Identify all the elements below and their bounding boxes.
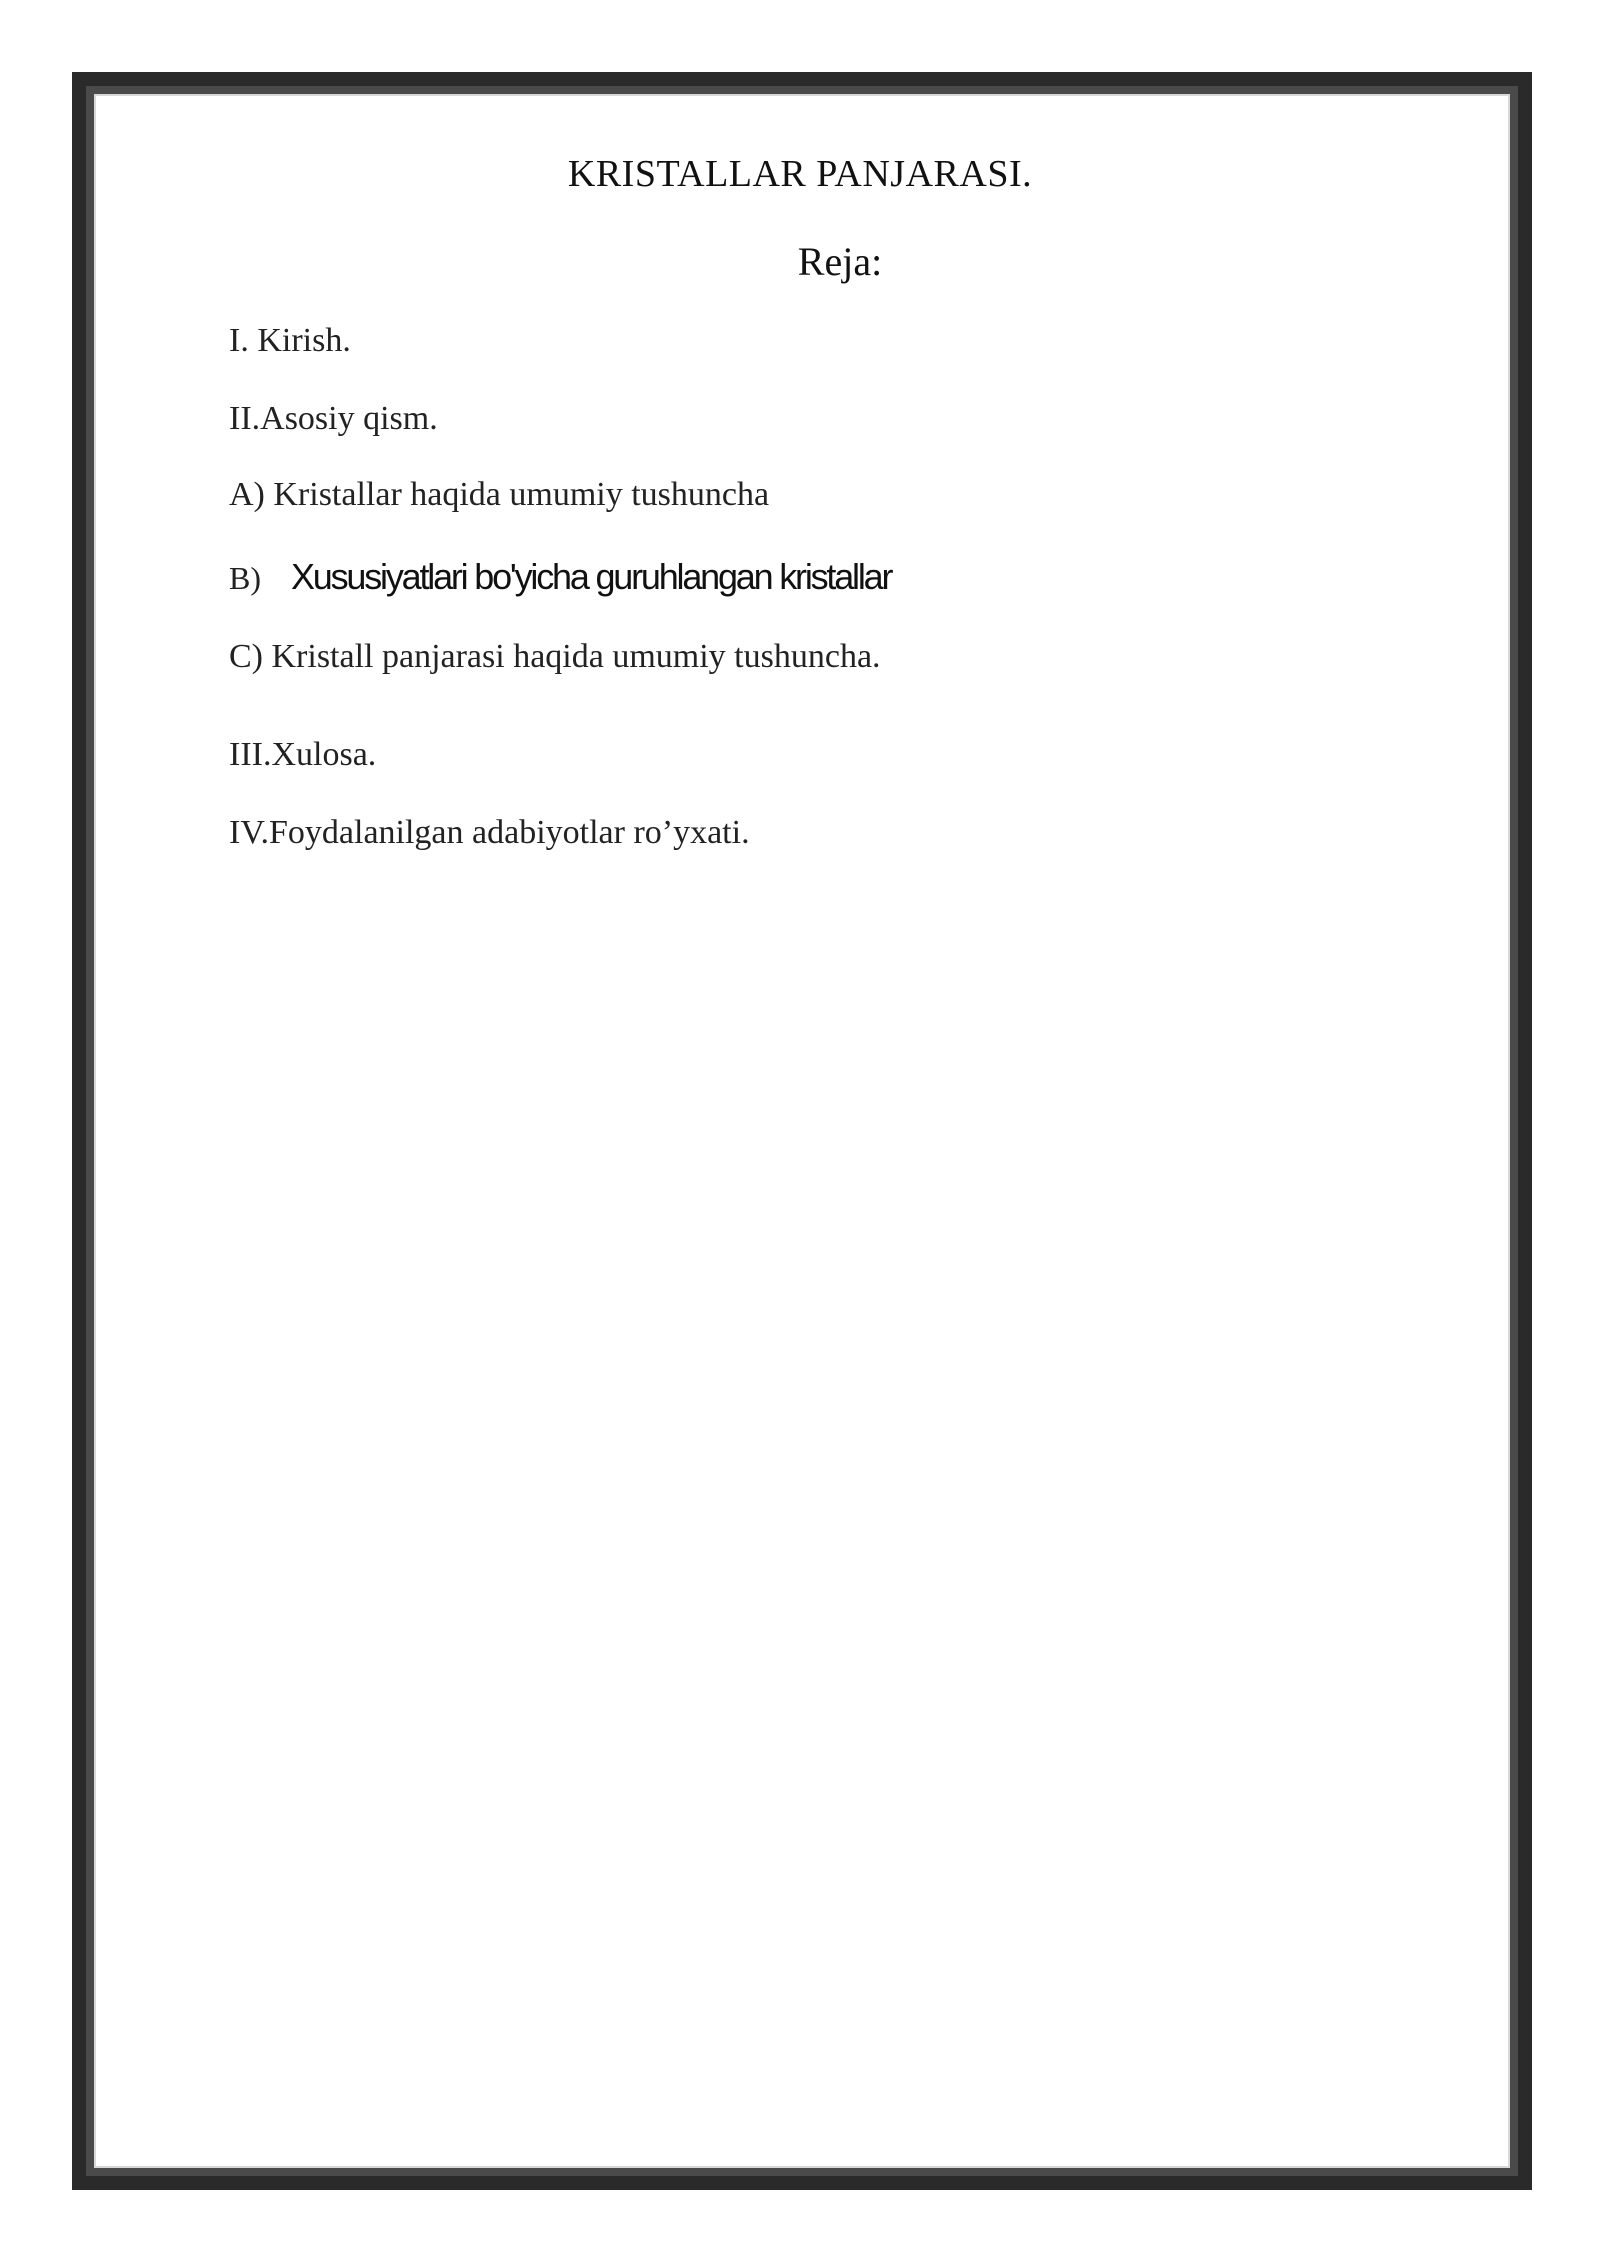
plan-item-c: C) Kristall panjarasi haqida umumiy tushuncha. xyxy=(229,638,881,675)
plan-item-b-text: Xususiyatlari bo'yicha guruhlangan kristallar xyxy=(291,556,892,597)
plan-item-b-marker: B) xyxy=(229,560,261,596)
document-title: KRISTALLAR PANJARASI. xyxy=(567,153,1033,195)
plan-item-introduction: I. Kirish. xyxy=(229,322,351,359)
plan-item-a: A) Kristallar haqida umumiy tushuncha xyxy=(229,476,770,513)
plan-item-conclusion: III.Xulosa. xyxy=(229,736,377,773)
plan-heading: Reja: xyxy=(797,239,883,284)
plan-item-main-part: II.Asosiy qism. xyxy=(229,400,438,437)
plan-item-references: IV.Foydalanilgan adabiyotlar ro’yxati. xyxy=(229,814,750,851)
plan-item-b xyxy=(229,556,891,598)
